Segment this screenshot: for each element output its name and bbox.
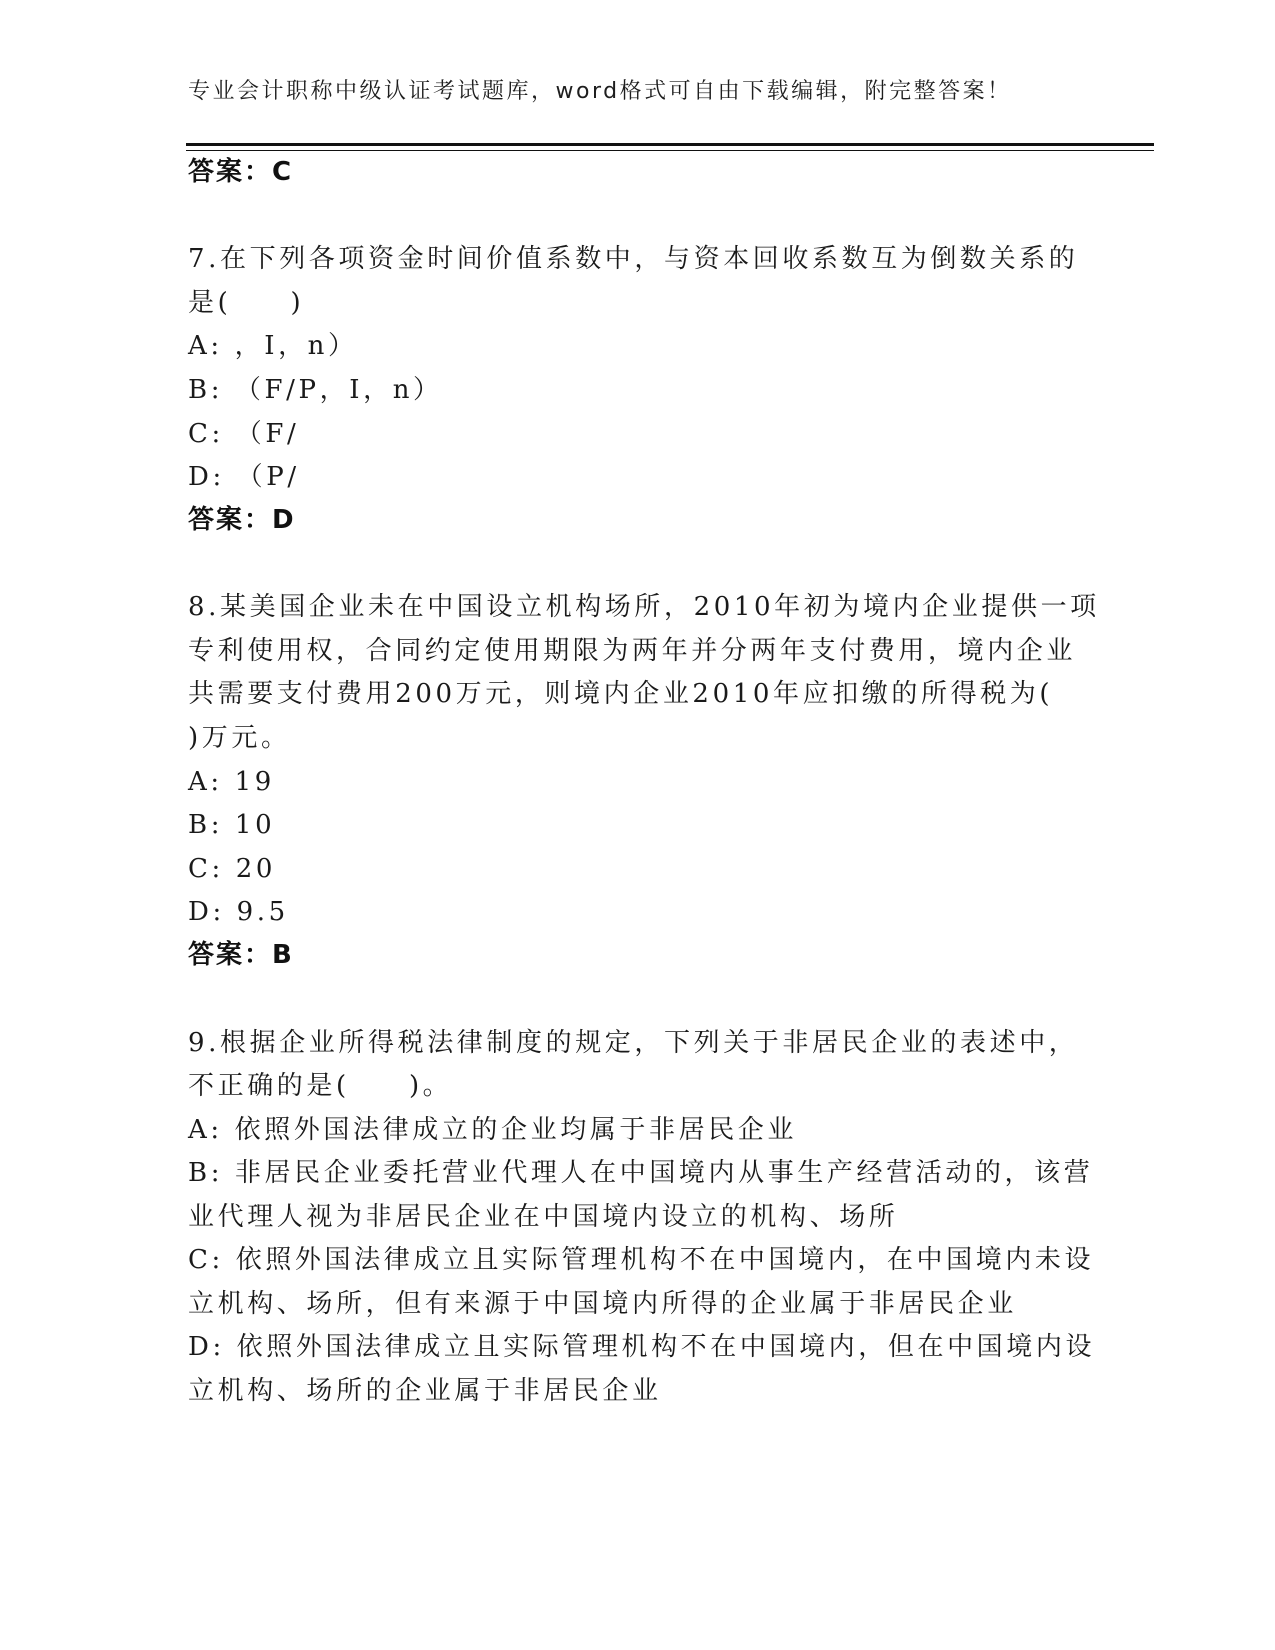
option-c: C: （F/ — [188, 419, 300, 449]
option-b: B: 10 — [188, 810, 276, 840]
question-stem-line: 9.根据企业所得税法律制度的规定，下列关于非居民企业的表述中， — [188, 1028, 1079, 1058]
option-a: A: 19 — [188, 767, 275, 797]
option-b: B: 非居民企业委托营业代理人在中国境内从事生产经营活动的，该营 — [188, 1158, 1094, 1188]
answer-line: 答案：D — [188, 505, 296, 535]
option-d: D: 9.5 — [188, 897, 289, 927]
question-stem-line: 不正确的是( )。 — [188, 1071, 453, 1101]
option-a: A: ，I，n） — [188, 331, 358, 361]
answer-line: 答案：B — [188, 940, 294, 970]
header-divider-thick — [186, 143, 1154, 146]
question-stem-line: 共需要支付费用200万元，则境内企业2010年应扣缴的所得税为( — [188, 679, 1054, 709]
option-a: A: 依照外国法律成立的企业均属于非居民企业 — [188, 1115, 798, 1145]
question-stem-line: 8.某美国企业未在中国设立机构场所，2010年初为境内企业提供一项 — [188, 592, 1100, 622]
question-stem-line: 是( ) — [188, 288, 305, 318]
question-stem-line: 7.在下列各项资金时间价值系数中，与资本回收系数互为倒数关系的 — [188, 244, 1079, 274]
option-b-continued: 业代理人视为非居民企业在中国境内设立的机构、场所 — [188, 1202, 899, 1232]
option-b: B: （F/P，I，n） — [188, 375, 443, 405]
option-c: C: 20 — [188, 854, 277, 884]
option-d-continued: 立机构、场所的企业属于非居民企业 — [188, 1376, 662, 1406]
option-d: D: 依照外国法律成立且实际管理机构不在中国境内，但在中国境内设 — [188, 1332, 1096, 1362]
option-d: D: （P/ — [188, 462, 300, 492]
header-title: 专业会计职称中级认证考试题库，word格式可自由下载编辑，附完整答案！ — [188, 79, 1012, 104]
option-c: C: 依照外国法律成立且实际管理机构不在中国境内，在中国境内未设 — [188, 1245, 1095, 1275]
option-c-continued: 立机构、场所，但有来源于中国境内所得的企业属于非居民企业 — [188, 1289, 1017, 1319]
question-stem-line: 专利使用权，合同约定使用期限为两年并分两年支付费用，境内企业 — [188, 636, 1077, 666]
header-divider-thin — [186, 150, 1154, 151]
question-stem-line: )万元。 — [188, 723, 291, 753]
answer-line: 答案：C — [188, 157, 294, 187]
